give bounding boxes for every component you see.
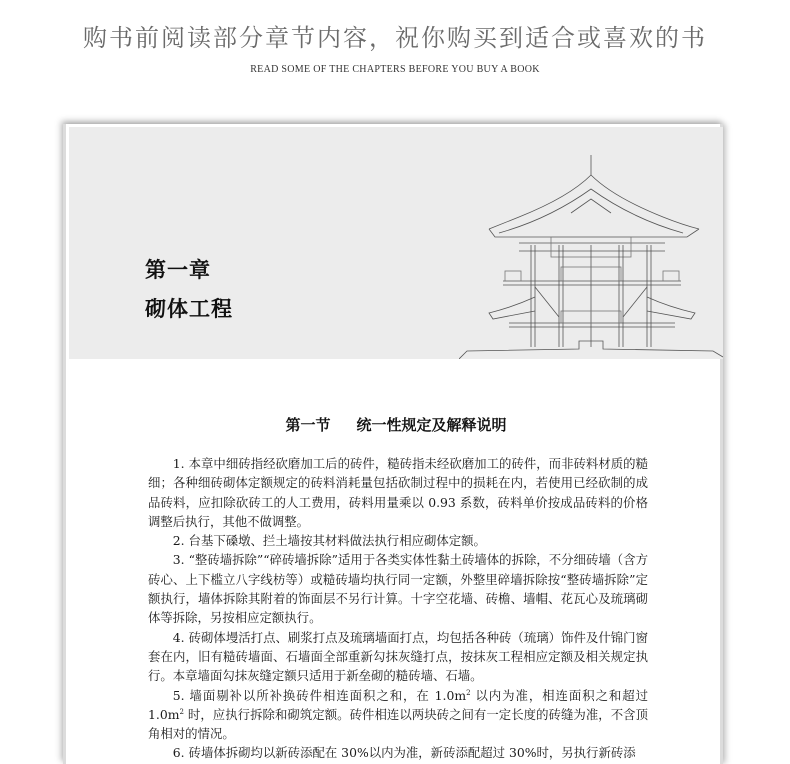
paragraph-text: 以内为准，相连面积之和超过 1.0m xyxy=(148,687,648,722)
paragraph: 2. 台基下磉墩、拦土墙按其材料做法执行相应砌体定额。 xyxy=(172,533,486,549)
chapter-title: 砌体工程 xyxy=(145,296,233,321)
page-header-title: 购书前阅读部分章节内容，祝你购买到适合或喜欢的书 xyxy=(83,24,707,52)
pagoda-illustration-icon xyxy=(459,127,723,359)
body-text xyxy=(148,454,648,763)
section-heading xyxy=(66,414,726,435)
superscript: 2 xyxy=(179,707,184,716)
paragraph-text: 5. 墙面剔补以所补换砖件相连面积之和，在 1.0m xyxy=(172,687,467,703)
section-number: 第一节 xyxy=(285,416,331,434)
paragraph-text: 时，应执行拆除和砌筑定额。砖件相连以两块砖之间有一定长度的砖缝为准，不含顶角相对的情况。 xyxy=(148,706,648,742)
chapter-number: 第一章 xyxy=(145,257,211,282)
page-header-subtitle: READ SOME OF THE CHAPTERS BEFORE YOU BUY A BOOK xyxy=(250,64,540,75)
section-title: 统一性规定及解释说明 xyxy=(356,416,507,434)
book-page-preview xyxy=(63,124,723,764)
superscript: 2 xyxy=(466,688,471,697)
chapter-banner xyxy=(69,127,723,359)
paragraph: 3. “整砖墙拆除”“碎砖墙拆除”适用于各类实体性黏土砖墙体的拆除，不分细砖墙（含方砖心、上下槛立八字线枋等）或糙砖墙均执行同一定额，外整里碎墙拆除按“整砖墙拆除”定额执行，墙体拆除其附着的饰面层不另行计算。十字空花墙、砖檐、墙帽、花瓦心及琉璃砌体等拆除，另按相应定额执行。 xyxy=(148,552,648,626)
paragraph: 4. 砖砌体墁活打点、刷浆打点及琉璃墙面打点，均包括各种砖（琉璃）饰件及什锦门窗套在内，旧有糙砖墙面、石墙面全部重新勾抹灰缝打点，按抹灰工程相应定额及相关规定执行。本章墙面勾抹灰缝定额只适用于新垒砌的糙砖墙、石墙。 xyxy=(148,629,648,684)
paragraph: 1. 本章中细砖指经砍磨加工后的砖件，糙砖指未经砍磨加工的砖件，而非砖料材质的糙细；各种细砖砌体定额规定的砖料消耗量包括砍制过程中的损耗在内，若使用已经砍制的成品砖料，应扣除砍砖工的人工费用，砖料用量乘以 0.93 系数，砖料单价按成品砖料的价格调整后执行，其他不做调整。 xyxy=(148,456,648,529)
paragraph xyxy=(148,686,648,744)
paragraph: 6. 砖墙体拆砌均以新砖添配在 30%以内为准，新砖添配超过 30%时，另执行新砖添 xyxy=(172,745,636,761)
